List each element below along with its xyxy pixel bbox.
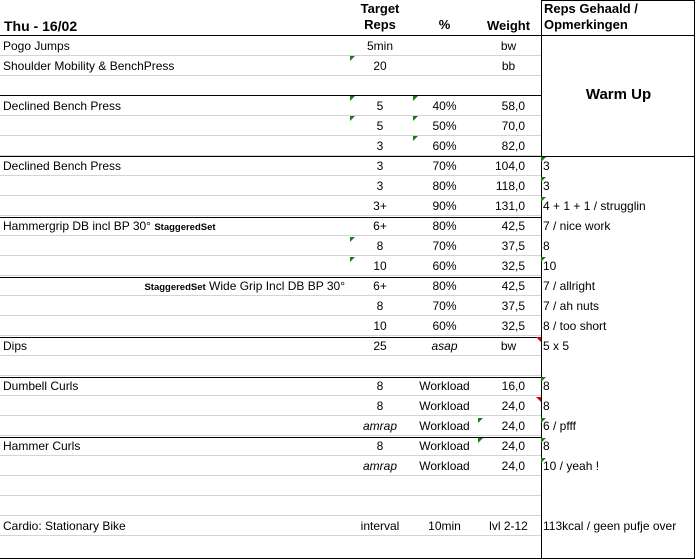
row-gridline [0,515,541,516]
reps-notes-cell[interactable] [542,116,695,136]
exercise-cell[interactable] [3,496,343,516]
row-gridline [0,275,541,276]
table-row [0,276,695,296]
exercise-cell[interactable]: Dumbell Curls [3,379,79,393]
table-row [0,56,695,76]
weight-cell[interactable]: 42,5 [501,279,525,293]
target-reps-cell[interactable]: 20 [373,59,387,73]
row-gridline [0,255,541,256]
percent-cell[interactable]: asap [431,339,458,353]
header-target-line2: Reps [364,17,396,32]
staggered-set-tag: StaggeredSet [144,282,206,293]
exercise-cell[interactable] [3,256,343,276]
table-row [0,216,695,236]
section-divider [0,95,541,96]
target-reps-cell[interactable]: 3+ [373,199,387,213]
percent-cell[interactable] [414,56,475,76]
row-gridline [0,55,541,56]
cell-marker [541,418,546,423]
exercise-cell[interactable] [3,196,343,216]
percent-cell[interactable]: Workload [419,399,470,413]
exercise-cell[interactable] [3,216,343,236]
table-row [0,356,695,376]
divider-notes [541,0,542,559]
table-row [0,496,695,516]
table-row [0,476,695,496]
comment-marker [536,397,541,402]
row-gridline [0,115,541,116]
weight-cell[interactable] [475,356,528,376]
reps-notes-cell[interactable]: 10 / yeah ! [543,459,600,473]
row-gridline [0,435,541,436]
table-row [0,256,695,276]
reps-notes-cell[interactable] [542,136,695,156]
exercise-cell[interactable] [3,456,343,476]
row-gridline [0,295,541,296]
weight-cell[interactable]: lvl 2-12 [489,519,528,533]
row-gridline [0,75,541,76]
cell-marker [478,418,483,423]
weight-cell[interactable] [475,496,528,516]
cell-marker [541,458,546,463]
cell-marker [350,116,355,121]
percent-cell[interactable] [414,36,475,56]
row-gridline [0,355,541,356]
table-row [0,316,695,336]
target-reps-cell[interactable]: 8 [376,439,384,453]
exercise-cell[interactable] [3,76,343,96]
day-title: Thu - 16/02 [4,18,78,34]
exercise-cell[interactable] [3,416,343,436]
target-reps-cell[interactable]: 10 [373,319,387,333]
reps-notes-cell[interactable]: 8 [543,439,550,453]
weight-cell[interactable]: 32,5 [501,319,525,333]
percent-cell[interactable]: 70% [432,299,457,313]
reps-notes-cell[interactable]: 7 / nice work [543,219,611,233]
reps-notes-cell[interactable] [542,56,695,76]
percent-cell[interactable]: 90% [432,199,457,213]
percent-cell[interactable]: 10min [428,519,461,533]
percent-cell[interactable] [414,496,475,516]
weight-cell[interactable]: 37,5 [501,239,525,253]
cell-marker [541,157,546,162]
exercise-label: Wide Grip Incl DB BP 30° [209,279,345,293]
cell-marker [413,96,418,101]
target-reps-cell[interactable]: 8 [376,299,384,313]
reps-notes-cell[interactable] [542,356,695,376]
row-gridline [0,415,541,416]
table-row [0,516,695,536]
target-reps-cell[interactable]: 5 [376,99,384,113]
warm-up-label: Warm Up [585,86,652,103]
exercise-cell[interactable]: Hammer Curls [3,439,81,453]
row-gridline [0,375,541,376]
percent-cell[interactable]: 70% [432,159,457,173]
cell-marker [541,377,546,382]
target-reps-cell[interactable]: 8 [376,399,384,413]
table-row [0,416,695,436]
target-reps-cell[interactable] [346,356,414,376]
section-divider [0,437,541,438]
target-reps-cell[interactable]: 6+ [373,219,387,233]
percent-cell[interactable]: 60% [432,259,457,273]
exercise-cell[interactable] [3,476,343,496]
table-row [0,136,695,156]
top-border [541,0,694,1]
reps-notes-cell[interactable]: 8 [543,239,550,253]
table-row [0,36,695,56]
exercise-cell[interactable] [3,136,343,156]
table-row [0,396,695,416]
percent-cell[interactable] [414,476,475,496]
row-gridline [0,495,541,496]
reps-notes-cell[interactable]: 4 + 1 + 1 / strugglin [543,199,646,213]
percent-cell[interactable]: 80% [432,219,457,233]
target-reps-cell[interactable]: amrap [362,459,397,473]
row-gridline [0,175,541,176]
reps-notes-cell[interactable]: 113kcal / geen pufje over [543,519,677,533]
target-reps-cell[interactable]: 3 [376,179,384,193]
header-weight: Weight [486,18,531,33]
weight-cell[interactable] [475,476,528,496]
section-divider [0,377,541,378]
weight-cell[interactable]: bw [500,339,517,353]
weight-cell[interactable]: 70,0 [501,119,525,133]
table-row [0,196,695,216]
target-reps-cell[interactable] [346,76,414,96]
weight-cell[interactable]: 24,0 [501,419,525,433]
target-reps-cell[interactable]: 8 [376,379,384,393]
percent-cell[interactable]: 60% [432,319,457,333]
cell-marker [541,197,546,202]
table-row [0,156,695,176]
table-row [0,456,695,476]
exercise-cell[interactable] [3,356,343,376]
exercise-cell[interactable]: Cardio: Stationary Bike [3,519,126,533]
notes-divider [541,156,694,157]
table-row [0,296,695,316]
target-reps-cell[interactable]: interval [360,519,400,533]
exercise-label: Hammergrip DB incl BP 30° [3,219,151,233]
exercise-cell[interactable]: Dips [3,339,28,353]
notes-divider [541,35,694,36]
section-divider [0,277,541,278]
cell-marker [541,177,546,182]
weight-cell[interactable]: 37,5 [501,299,525,313]
percent-cell[interactable]: Workload [419,379,470,393]
target-reps-cell[interactable]: 8 [376,239,384,253]
target-reps-cell[interactable]: 3 [376,139,384,153]
reps-notes-cell[interactable] [542,496,695,516]
weight-cell[interactable]: 104,0 [494,159,525,173]
exercise-cell[interactable] [0,276,345,296]
header-target-reps [346,1,414,33]
cell-marker [541,257,546,262]
weight-cell[interactable]: bb [501,59,516,73]
header-reps-line2: Opmerkingen [544,17,628,32]
exercise-cell[interactable]: Declined Bench Press [3,159,122,173]
reps-notes-cell[interactable]: 6 / pfff [543,419,576,433]
percent-cell[interactable]: Workload [419,439,470,453]
section-divider [0,337,541,338]
header-reps-line1: Reps Gehaald / [544,1,638,16]
target-reps-cell[interactable]: 5min [366,39,393,53]
row-gridline [0,315,541,316]
target-reps-cell[interactable] [346,476,414,496]
table-row [0,116,695,136]
section-divider [0,35,541,36]
weight-cell[interactable]: 16,0 [501,379,525,393]
percent-cell[interactable]: 70% [432,239,457,253]
section-divider [0,156,541,157]
exercise-cell[interactable]: Pogo Jumps [3,39,70,53]
header-target-line1: Target [360,1,400,16]
row-gridline [0,395,541,396]
reps-notes-cell[interactable]: 3 [543,159,550,173]
percent-cell[interactable] [414,76,475,96]
table-row [0,436,695,456]
row-gridline [0,215,541,216]
row-gridline [0,195,541,196]
exercise-cell[interactable] [3,396,343,416]
cell-marker [413,116,418,121]
percent-cell[interactable]: 50% [432,119,457,133]
reps-notes-cell[interactable]: 8 [543,379,550,393]
exercise-cell[interactable] [3,316,343,336]
row-gridline [0,535,541,536]
percent-cell[interactable]: 60% [432,139,457,153]
target-reps-cell[interactable]: 3 [376,159,384,173]
header-percent: % [438,17,451,32]
reps-notes-cell[interactable]: 8 [543,399,550,413]
table-row [0,176,695,196]
table-row [0,376,695,396]
row-gridline [0,475,541,476]
target-reps-cell[interactable]: 25 [373,339,387,353]
exercise-cell[interactable]: Declined Bench Press [3,99,122,113]
cell-marker [350,257,355,262]
reps-notes-cell[interactable] [542,476,695,496]
target-reps-cell[interactable]: 10 [373,259,387,273]
percent-cell[interactable]: Workload [419,419,470,433]
weight-cell[interactable]: 131,0 [494,199,525,213]
cell-marker [350,96,355,101]
reps-notes-cell[interactable]: 5 x 5 [543,339,570,353]
comment-marker [536,337,541,342]
percent-cell[interactable] [414,356,475,376]
cell-marker [413,136,418,141]
table-row [0,336,695,356]
target-reps-cell[interactable]: amrap [362,419,397,433]
weight-cell[interactable]: 58,0 [501,99,525,113]
weight-cell[interactable]: bw [500,39,517,53]
reps-notes-cell[interactable]: 7 / allright [543,279,596,293]
row-gridline [0,135,541,136]
exercise-cell[interactable]: Shoulder Mobility & BenchPress [3,59,175,73]
weight-cell[interactable]: 24,0 [501,439,525,453]
row-gridline [0,335,541,336]
exercise-cell[interactable] [3,116,343,136]
row-gridline [0,235,541,236]
weight-cell[interactable]: 118,0 [495,179,525,193]
cell-marker [350,237,355,242]
exercise-cell[interactable] [3,176,343,196]
weight-cell[interactable]: 24,0 [501,459,525,473]
percent-cell[interactable]: 80% [432,179,457,193]
reps-notes-cell[interactable]: 7 / ah nuts [543,299,600,313]
exercise-cell[interactable] [3,236,343,256]
weight-cell[interactable]: 82,0 [501,139,525,153]
cell-marker [350,56,355,61]
table-row [0,236,695,256]
reps-notes-cell[interactable]: 8 / too short [543,319,607,333]
reps-notes-cell[interactable]: 3 [543,179,550,193]
weight-cell[interactable]: 32,5 [501,259,525,273]
weight-cell[interactable] [475,76,528,96]
reps-notes-cell[interactable]: 10 [543,259,557,273]
exercise-cell[interactable] [3,296,343,316]
row-gridline [0,455,541,456]
cell-marker [478,438,483,443]
cell-marker [541,438,546,443]
staggered-set-tag: StaggeredSet [154,222,216,233]
target-reps-cell[interactable]: 5 [376,119,384,133]
target-reps-cell[interactable]: 6+ [373,279,387,293]
weight-cell[interactable]: 24,0 [501,399,525,413]
percent-cell[interactable]: 40% [432,99,457,113]
header-reps-notes [544,1,694,33]
target-reps-cell[interactable] [346,496,414,516]
section-divider [0,217,541,218]
percent-cell[interactable]: 80% [432,279,457,293]
percent-cell[interactable]: Workload [419,459,470,473]
weight-cell[interactable]: 42,5 [501,219,525,233]
reps-notes-cell[interactable] [542,36,695,56]
